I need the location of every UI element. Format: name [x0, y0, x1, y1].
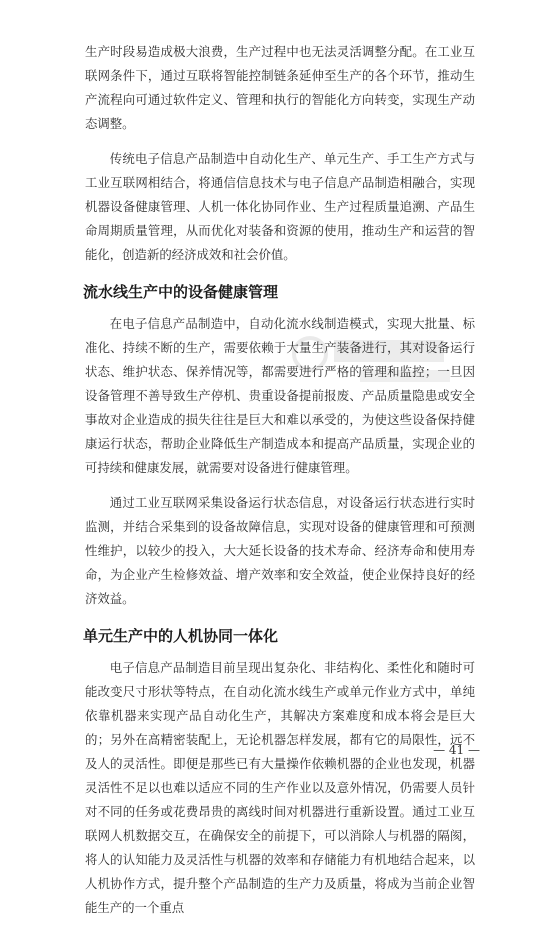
section-heading-human-machine: 单元生产中的人机协同一体化: [83, 627, 279, 645]
paragraph-equipment-1: 在电子信息产品制造中，自动化流水线制造模式，实现大批量、标准化、持续不断的生产，需要依赖于大量生产装备进行，其对设备运行状态、维护状态、保养情况等，都需要进行严格的管理和监控；一旦因设备管理不善导致生产停机、贵重设备提前报废、产品质量隐患或安全事故对企业造成的损失往往是巨大和难以承受的，为使这些设备保持健康运行状态，帮助企业降低生产制造成本和提高产品质量，实现企业的可持续和健康发展，就需要对设备进行健康管理。: [85, 316, 475, 475]
page-content: [85, 40, 475, 931]
section-heading-equipment-health: 流水线生产中的设备健康管理: [83, 283, 279, 301]
paragraph-continued: 生产时段易造成极大浪费，生产过程中也无法灵活调整分配。在工业互联网条件下，通过互联将智能控制链条延伸至生产的各个环节，推动生产流程向可通过软件定义、管理和执行的智能化方向转变，实现生产动态调整。: [85, 44, 475, 131]
paragraph-equipment-2: 通过工业互联网采集设备运行状态信息，对设备运行状态进行实时监测，并结合采集到的设备故障信息，实现对设备的健康管理和可预测性维护，以较少的投入，大大延长设备的技术寿命、经济寿命和使用寿命，为企业产生检修效益、增产效率和安全效益，使企业保持良好的经济效益。: [85, 495, 475, 606]
page-number: — 41 —: [433, 743, 480, 757]
paragraph-intro: 传统电子信息产品制造中自动化生产、单元生产、手工生产方式与工业互联网相结合，将通信信息技术与电子信息产品制造相融合，实现机器设备健康管理、人机一体化协同作业、生产过程质量追溯、产品生命周期质量管理，从而优化对装备和资源的使用，推动生产和运营的智能化，创造新的经济成效和社会价值。: [85, 151, 475, 262]
paragraph-human-machine: 电子信息产品制造目前呈现出复杂化、非结构化、柔性化和随时可能改变尺寸形状等特点，在自动化流水线生产或单元作业方式中，单纯依靠机器来实现产品自动化生产，其解决方案难度和成本将会是巨大的；另外在高精密装配上，无论机器怎样发展，都有它的局限性，远不及人的灵活性。即便是那些已有大量操作依赖机器的企业也发现，机器灵活性不足以也难以适应不同的生产作业以及意外情况，仍需要人员针对不同的任务或花费昂贵的离线时间对机器进行重新设置。通过工业互联网人机数据交互，在确保安全的前提下，可以消除人与机器的隔阂，将人的认知能力及灵活性与机器的效率和存储能力有机地结合起来，以人机协作方式，提升整个产品制造的生产力及质量，将成为当前企业智能生产的一个重点: [85, 660, 475, 915]
